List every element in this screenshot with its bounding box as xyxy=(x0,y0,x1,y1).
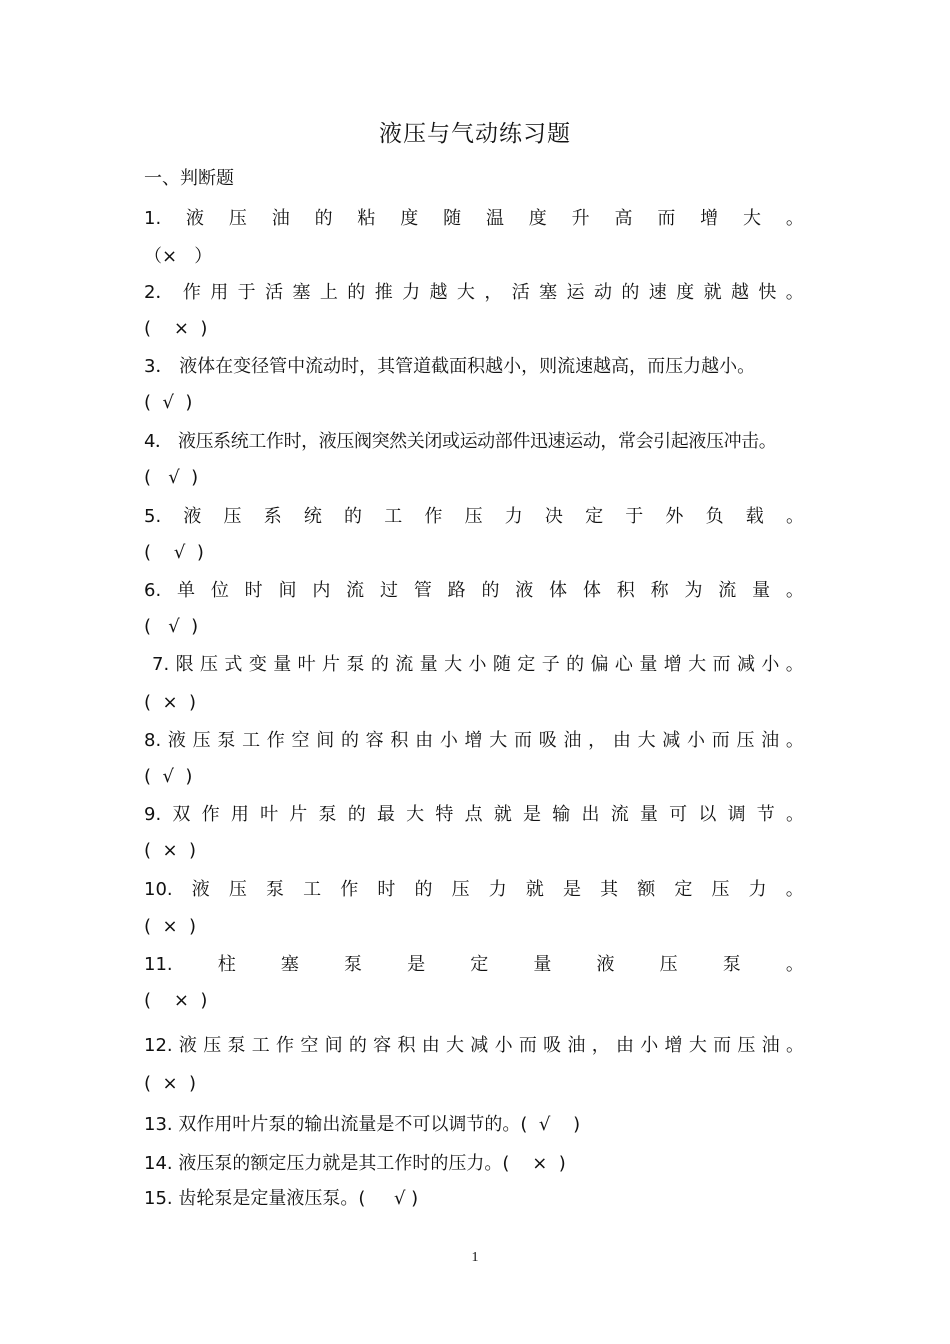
question-char: 高 xyxy=(614,208,633,229)
question-number: 3． xyxy=(144,356,180,377)
question-char: 路 xyxy=(447,580,466,601)
answer-3: ( √ ) xyxy=(144,392,193,413)
question-13 xyxy=(144,1112,804,1138)
question-char: 。 xyxy=(785,580,804,601)
question-char: 最 xyxy=(376,804,395,825)
question-10 xyxy=(144,877,804,903)
question-char: 量 xyxy=(639,804,658,825)
question-3 xyxy=(144,354,804,380)
question-char: 就 xyxy=(493,804,512,825)
question-char: 。 xyxy=(785,654,804,675)
answer-4: ( √ ) xyxy=(144,467,199,488)
section-heading: 一、判断题 xyxy=(144,168,234,189)
question-char: 工 xyxy=(242,730,261,751)
question-14 xyxy=(144,1151,804,1177)
question-char: 式 xyxy=(224,654,243,675)
question-char: 特 xyxy=(435,804,454,825)
question-char: 以 xyxy=(698,804,717,825)
question-char: 定 xyxy=(674,879,693,900)
question-char: 。 xyxy=(786,804,804,825)
question-char: 空 xyxy=(300,1035,319,1056)
question-char: 时 xyxy=(244,580,263,601)
answer-11: ( × ) xyxy=(144,990,208,1011)
question-char: 力 xyxy=(402,282,421,303)
answer-10: ( × ) xyxy=(144,916,197,937)
question-number: 12. xyxy=(144,1035,173,1056)
question-char: 心 xyxy=(614,654,633,675)
question-char: 减 xyxy=(470,1035,489,1056)
question-text: 液压系统工作时，液压阀突然关闭或运动部件迅速运动，常会引起液压冲击。 xyxy=(177,431,777,452)
question-char: 作 xyxy=(340,879,359,900)
question-char: 是 xyxy=(563,879,582,900)
question-char: 量 xyxy=(533,954,552,975)
question-char: 的 xyxy=(340,730,359,751)
question-char: 叶 xyxy=(297,654,316,675)
question-char: 单 xyxy=(177,580,196,601)
question-char: 的 xyxy=(414,879,433,900)
question-char: 空 xyxy=(291,730,310,751)
question-char: 泵 xyxy=(227,1035,246,1056)
question-char: 偏 xyxy=(590,654,609,675)
question-char: 的 xyxy=(314,208,333,229)
question-char: 容 xyxy=(365,730,384,751)
question-char: 点 xyxy=(464,804,483,825)
question-char: 塞 xyxy=(292,282,311,303)
question-char: 越 xyxy=(730,282,749,303)
question-char: 的 xyxy=(347,804,366,825)
question-char: 压 xyxy=(451,879,470,900)
question-char: 度 xyxy=(400,208,419,229)
question-7 xyxy=(152,652,804,678)
question-char: 作 xyxy=(276,1035,295,1056)
question-char: 片 xyxy=(322,654,341,675)
question-char: 小 xyxy=(468,654,487,675)
question-char: 压 xyxy=(464,506,483,527)
question-11 xyxy=(144,952,804,978)
question-char: 工 xyxy=(303,879,322,900)
question-char: 由 xyxy=(615,1035,634,1056)
question-char: 限 xyxy=(175,654,194,675)
question-char: 泵 xyxy=(344,954,363,975)
question-char: 度 xyxy=(528,208,547,229)
question-char: 输 xyxy=(552,804,571,825)
question-char: 于 xyxy=(237,282,256,303)
question-char: 。 xyxy=(785,954,804,975)
question-char: 运 xyxy=(566,282,585,303)
question-char: 吸 xyxy=(543,1035,562,1056)
question-char: 间 xyxy=(316,730,335,751)
question-char: 其 xyxy=(600,879,619,900)
question-char: ， xyxy=(591,1035,610,1056)
question-char: 由 xyxy=(612,730,631,751)
question-char: 出 xyxy=(581,804,600,825)
question-char: 为 xyxy=(684,580,703,601)
question-number: 13. xyxy=(144,1114,179,1135)
question-char: 由 xyxy=(415,730,434,751)
question-char: 的 xyxy=(566,654,585,675)
question-text: 液体在变径管中流动时，其管道截面积越小，则流速越高，而压力越小。 xyxy=(179,356,756,377)
question-char: 的 xyxy=(347,282,366,303)
question-char: 是 xyxy=(523,804,542,825)
question-char: 增 xyxy=(663,654,682,675)
question-char: 油 xyxy=(271,208,290,229)
question-char: 叶 xyxy=(260,804,279,825)
question-char: 压 xyxy=(737,1035,756,1056)
question-char: 而 xyxy=(657,208,676,229)
question-char: 升 xyxy=(571,208,590,229)
question-char: 可 xyxy=(669,804,688,825)
question-char: 就 xyxy=(525,879,544,900)
page-number: 1 xyxy=(471,1250,479,1265)
question-number: 7. xyxy=(152,654,170,675)
question-char: 大 xyxy=(637,730,656,751)
question-char: 压 xyxy=(200,654,218,675)
question-char: 泵 xyxy=(266,879,285,900)
question-number: 5. xyxy=(144,506,162,527)
question-char: 油 xyxy=(761,1035,780,1056)
question-char: 油 xyxy=(761,730,780,751)
question-char: 容 xyxy=(373,1035,392,1056)
question-char: 就 xyxy=(703,282,722,303)
answer-8: ( √ ) xyxy=(144,766,193,787)
question-char: 积 xyxy=(390,730,409,751)
question-char: ， xyxy=(484,282,503,303)
question-char: 于 xyxy=(625,506,644,527)
question-char: 量 xyxy=(639,654,658,675)
question-char: 增 xyxy=(464,730,483,751)
question-text: 液压泵的额定压力就是其工作时的压力。 xyxy=(178,1153,503,1174)
question-char: 额 xyxy=(637,879,656,900)
question-char: 流 xyxy=(610,804,629,825)
question-text: 双作用叶片泵的输出流量是不可以调节的。 xyxy=(178,1114,521,1135)
question-char: 度 xyxy=(676,282,695,303)
question-char: 的 xyxy=(481,580,500,601)
question-char: 内 xyxy=(312,580,331,601)
answer-9: ( × ) xyxy=(144,840,197,861)
question-char: 体 xyxy=(549,580,568,601)
question-answer: ( √ ) xyxy=(520,1114,581,1135)
answer-6: ( √ ) xyxy=(144,616,199,637)
question-char: 。 xyxy=(785,208,804,229)
question-char: 泵 xyxy=(217,730,236,751)
question-char: 小 xyxy=(640,1035,659,1056)
question-char: 压 xyxy=(228,208,247,229)
document-title: 液压与气动练习题 xyxy=(379,121,571,147)
question-4 xyxy=(144,429,804,455)
question-15 xyxy=(144,1186,804,1212)
question-char: 用 xyxy=(210,282,229,303)
question-char: 间 xyxy=(324,1035,343,1056)
answer-1: （× ） xyxy=(144,246,213,267)
question-char: 的 xyxy=(348,1035,367,1056)
answer-12: ( × ) xyxy=(144,1073,197,1094)
question-char: 工 xyxy=(251,1035,270,1056)
question-6 xyxy=(144,578,804,604)
question-char: 随 xyxy=(492,654,511,675)
question-char: 系 xyxy=(263,506,282,527)
question-char: 推 xyxy=(374,282,393,303)
question-char: 位 xyxy=(210,580,229,601)
question-char: 作 xyxy=(424,506,443,527)
question-char: 负 xyxy=(705,506,724,527)
question-char: 液 xyxy=(167,730,186,751)
question-char: 随 xyxy=(443,208,462,229)
question-char: 越 xyxy=(429,282,448,303)
question-char: 粘 xyxy=(357,208,376,229)
question-number: 10. xyxy=(144,879,173,900)
question-char: 定 xyxy=(585,506,604,527)
question-12 xyxy=(144,1033,804,1059)
question-number: 11. xyxy=(144,954,173,975)
question-char: 而 xyxy=(712,654,731,675)
question-char: 压 xyxy=(736,730,755,751)
question-char: 动 xyxy=(593,282,612,303)
question-char: 油 xyxy=(567,1035,586,1056)
question-text: 齿轮泵是定量液压泵。 xyxy=(178,1188,359,1209)
question-char: 速 xyxy=(648,282,667,303)
question-char: 是 xyxy=(407,954,426,975)
question-char: 由 xyxy=(421,1035,440,1056)
question-char: 活 xyxy=(265,282,284,303)
question-char: 泵 xyxy=(722,954,741,975)
question-char: 压 xyxy=(223,506,242,527)
question-char: 用 xyxy=(230,804,249,825)
question-number: 4． xyxy=(144,431,178,452)
question-char: 流 xyxy=(718,580,737,601)
answer-2: ( × ) xyxy=(144,318,208,339)
question-char: 塞 xyxy=(539,282,558,303)
question-number: 14. xyxy=(144,1153,179,1174)
question-char: 积 xyxy=(616,580,635,601)
question-char: 快 xyxy=(758,282,777,303)
question-char: 变 xyxy=(248,654,267,675)
question-char: 活 xyxy=(511,282,530,303)
question-char: 压 xyxy=(192,730,211,751)
question-number: 8. xyxy=(144,730,162,751)
question-char: 间 xyxy=(278,580,297,601)
question-char: 液 xyxy=(515,580,534,601)
question-char: 而 xyxy=(518,1035,537,1056)
question-number: 15. xyxy=(144,1188,179,1209)
question-char: 上 xyxy=(319,282,338,303)
question-char: 大 xyxy=(406,804,425,825)
question-char: 液 xyxy=(191,879,210,900)
question-char: 小 xyxy=(439,730,458,751)
question-char: 液 xyxy=(186,208,205,229)
question-9 xyxy=(144,802,804,828)
question-char: 液 xyxy=(596,954,615,975)
question-char: ， xyxy=(588,730,607,751)
question-char: 。 xyxy=(785,879,804,900)
question-number: 9. xyxy=(144,804,162,825)
question-char: 小 xyxy=(761,654,780,675)
question-char: 大 xyxy=(688,1035,707,1056)
question-char: 积 xyxy=(397,1035,416,1056)
question-char: 而 xyxy=(713,1035,732,1056)
question-char: 载 xyxy=(745,506,764,527)
question-char: 的 xyxy=(621,282,640,303)
question-char: 而 xyxy=(711,730,730,751)
question-char: 塞 xyxy=(280,954,299,975)
question-char: 小 xyxy=(687,730,705,751)
question-char: 吸 xyxy=(538,730,557,751)
question-char: 体 xyxy=(582,580,601,601)
question-char: 调 xyxy=(727,804,746,825)
question-char: 作 xyxy=(182,282,201,303)
question-1 xyxy=(144,206,804,232)
answer-7: ( × ) xyxy=(144,692,197,713)
question-char: 片 xyxy=(289,804,308,825)
question-char: 节 xyxy=(756,804,775,825)
question-char: 定 xyxy=(470,954,489,975)
question-char: 大 xyxy=(456,282,475,303)
question-number: 6. xyxy=(144,580,162,601)
question-char: 。 xyxy=(785,282,804,303)
question-char: 温 xyxy=(485,208,504,229)
question-char: 增 xyxy=(700,208,719,229)
question-char: 而 xyxy=(513,730,532,751)
question-char: 统 xyxy=(303,506,322,527)
question-char: 量 xyxy=(273,654,292,675)
question-char: 压 xyxy=(711,879,730,900)
question-answer: ( √ ) xyxy=(358,1188,419,1209)
question-number: 2． xyxy=(144,282,174,303)
question-char: 。 xyxy=(785,506,804,527)
question-5 xyxy=(144,504,804,530)
question-char: 泵 xyxy=(346,654,365,675)
question-char: 定 xyxy=(517,654,536,675)
question-char: 外 xyxy=(665,506,684,527)
question-char: 量 xyxy=(752,580,771,601)
question-char: 管 xyxy=(413,580,432,601)
question-char: 力 xyxy=(748,879,767,900)
question-char: 双 xyxy=(172,804,191,825)
answer-5: ( √ ) xyxy=(144,542,204,563)
question-char: 时 xyxy=(377,879,396,900)
question-char: 工 xyxy=(384,506,403,527)
question-8 xyxy=(144,728,804,754)
question-char: 大 xyxy=(446,1035,465,1056)
question-char: 液 xyxy=(183,506,202,527)
question-char: 过 xyxy=(379,580,398,601)
question-char: 油 xyxy=(563,730,582,751)
question-char: 的 xyxy=(370,654,389,675)
question-char: 称 xyxy=(650,580,669,601)
question-char: 子 xyxy=(541,654,560,675)
question-char: 决 xyxy=(544,506,563,527)
question-char: 量 xyxy=(419,654,438,675)
question-char: 作 xyxy=(266,730,285,751)
question-char: 。 xyxy=(785,1035,804,1056)
question-char: 减 xyxy=(662,730,681,751)
question-char: 压 xyxy=(659,954,678,975)
question-char: 柱 xyxy=(217,954,236,975)
question-char: 小 xyxy=(494,1035,513,1056)
question-char: 流 xyxy=(395,654,414,675)
question-char: 压 xyxy=(228,879,247,900)
question-char: 大 xyxy=(743,208,761,229)
question-char: 。 xyxy=(785,730,804,751)
question-number: 1. xyxy=(144,208,162,229)
question-char: 作 xyxy=(201,804,220,825)
question-char: 泵 xyxy=(318,804,337,825)
question-char: 力 xyxy=(488,879,507,900)
question-char: 大 xyxy=(688,654,707,675)
question-char: 的 xyxy=(344,506,363,527)
question-char: 减 xyxy=(736,654,755,675)
question-char: 流 xyxy=(346,580,365,601)
question-char: 液 xyxy=(178,1035,197,1056)
question-char: 大 xyxy=(489,730,508,751)
question-char: 力 xyxy=(504,506,523,527)
question-char: 大 xyxy=(444,654,463,675)
question-char: 压 xyxy=(203,1035,222,1056)
question-char: 增 xyxy=(664,1035,683,1056)
question-answer: ( × ) xyxy=(502,1153,566,1174)
question-2 xyxy=(144,280,804,306)
